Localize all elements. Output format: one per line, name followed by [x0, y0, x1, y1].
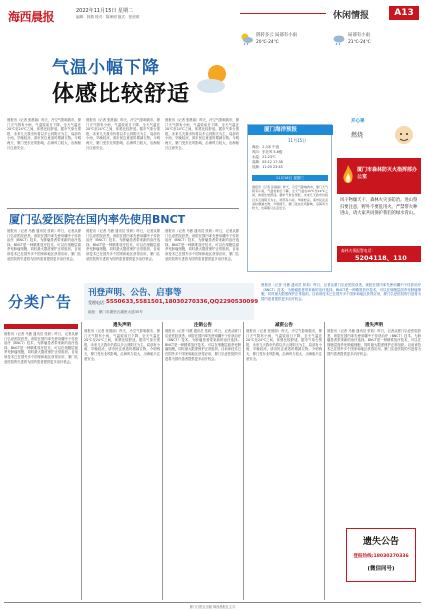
- fire-text: 风干物燥天干，森林火灾多防治。进山祭扫要注意，野外不要乱用火。严禁带火种进山，请大家共同保护我们的绿水青山。: [340, 198, 418, 217]
- classified-sub-title: 刊登声明、公告、启事等: [88, 288, 182, 298]
- ad-col-title: 遗失声明: [365, 323, 383, 328]
- ad-col-left-text: 晨报讯（记者 马薇 通讯员 张莉）昨日，记者从厦门弘爱医院获悉，该院在国内率先使用硼中子俘获治疗（BNCT）技术，为肿瘤患者带来新的治疗选择。BNCT是一种精准放疗技术，可以在细胞层面杀死肿瘤细胞，同时最大限度保护正常组织。目前该技术已在国外多个国家和地区获得应用，厦门弘爱医院的引进将为国内患者提供更多治疗机会。: [4, 332, 78, 364]
- forecast-title: 厦门海洋预报: [264, 127, 298, 133]
- forecast-row: 高潮：05:12 17:38: [252, 160, 283, 164]
- hotline-bar: [337, 246, 421, 262]
- classified-info: [84, 283, 259, 320]
- section-title: 休闲情报: [333, 11, 370, 21]
- masthead: [0, 0, 425, 26]
- right-panel: [337, 118, 421, 263]
- forecast-row: 风向：东北风 5-6级: [252, 150, 283, 154]
- col-divider: [243, 322, 244, 600]
- ad-col-title: 注销公告: [194, 323, 212, 328]
- masthead-rule: [240, 13, 326, 14]
- classified-phones: 5550633,5581501,18030270336,QQ2290530099: [106, 299, 259, 305]
- fire-prevention-banner: [337, 158, 421, 194]
- paper-logo: 海西晨报: [8, 10, 55, 24]
- classified-top-right-ad: 晨报讯（记者 马薇 通讯员 张莉）昨日，记者从厦门弘爱医院获悉，该院在国内率先使用硼中子俘获治疗（BNCT）技术，为肿瘤患者带来新的治疗选择。BNCT是一种精准放疗技术，可以在细胞层面杀死肿瘤细胞，同时最大限度保护正常组织。目前该技术已在国外多个国家和地区获得应用，厦门弘爱医院的引进将为国内患者提供更多治疗机会。: [261, 283, 421, 302]
- ad-column-4: [327, 322, 421, 522]
- forecast-row: 水温：22-23℃: [252, 155, 276, 159]
- ad-col-text: 晨报讯（记者 张晨丽）昨天，冷空气影响我市，厦门天气阴有小雨，气温较前日下降，全天气温在20℃至24℃之间，体感比较舒适。据市气象台预报，未来几天我市仍将以多云到阴天为主，局部有小雨，早晚较凉，请市民注意适时增减衣物。今明两天，厦门受东北风影响，沿海风力较大，出海船只注意安全。: [246, 329, 322, 361]
- weather-desc-1: 阴转多云 局部有小雨: [256, 33, 297, 38]
- page-number-badge: [389, 6, 419, 20]
- ad-col-text: 晨报讯（记者 张晨丽）昨天，冷空气影响我市，厦门天气阴有小雨，气温较前日下降，全天气温在20℃至24℃之间，体感比较舒适。据市气象台预报，未来几天我市仍将以多云到阴天为主，局部有小雨，早晚较凉，请市民注意适时增减衣物。今明两天，厦门受东北风影响，沿海风力较大，出海船只注意安全。: [84, 329, 160, 361]
- forecast-date-2: 11月16日 星期三: [275, 176, 305, 180]
- forecast-row: 海浪：2-3米 中浪: [252, 145, 279, 149]
- classified-header: [4, 283, 421, 320]
- weather-item-1: [240, 30, 328, 50]
- forecast-header: [248, 125, 333, 135]
- lost-notice-ad: [346, 528, 416, 582]
- classified-phone-label: 受理电话：: [88, 300, 108, 305]
- page-number: A13: [394, 8, 414, 18]
- ocean-forecast-box: [247, 124, 332, 272]
- footer-text: 厦门日报社出版 海西晨报社主办: [189, 605, 236, 609]
- ad-column-1: [84, 322, 160, 602]
- story2-body-col-3: 晨报讯（记者 马薇 通讯员 张莉）昨日，记者从厦门弘爱医院获悉，该院在国内率先使用硼中子俘获治疗（BNCT）技术，为肿瘤患者带来新的治疗选择。BNCT是一种精准放疗技术，可以在细胞层面杀死肿瘤细胞，同时最大限度保护正常组织。目前该技术已在国外多个国家和地区获得应用，厦门弘爱医院的引进将为国内患者提供更多治疗机会。: [165, 229, 239, 261]
- weather-desc-2: 局部有小雨: [348, 33, 370, 38]
- story1-headline-1: 气温小幅下降: [52, 58, 160, 78]
- flame-icon: [341, 164, 355, 186]
- weather-temp-1: 20℃-24℃: [256, 40, 279, 45]
- lost-notice-note: (微信同号): [367, 566, 395, 572]
- cloud-rain-icon: [332, 32, 346, 46]
- ad-col-text: 晨报讯（记者 马薇 通讯员 张莉）昨日，记者从厦门弘爱医院获悉，该院在国内率先使用硼中子俘获治疗（BNCT）技术，为肿瘤患者带来新的治疗选择。BNCT是一种精准放疗技术，可以在细胞层面杀死肿瘤细胞，同时最大限度保护正常组织。目前该技术已在国外多个国家和地区获得应用，厦门弘爱医院的引进将为国内患者提供更多治疗机会。: [327, 329, 421, 356]
- hotline-number: 5204118、110: [355, 254, 407, 262]
- story1-body-col-1: 晨报讯（记者 张晨丽）昨天，冷空气影响我市，厦门天气阴有小雨，气温较前日下降，全天气温在20℃至24℃之间，体感比较舒适。据市气象台预报，未来几天我市仍将以多云到阴天为主，局部有小雨，早晚较凉，请市民注意适时增减衣物。今明两天，厦门受东北风影响，沿海风力较大，出海船只注意安全。: [7, 118, 81, 150]
- forecast-date-2-bar: [252, 175, 328, 181]
- forecast-row: 低潮：11:20 23:45: [252, 165, 283, 169]
- ad-col-text: 晨报讯（记者 马薇 通讯员 张莉）昨日，记者从厦门弘爱医院获悉，该院在国内率先使用硼中子俘获治疗（BNCT）技术，为肿瘤患者带来新的治疗选择。BNCT是一种精准放疗技术，可以在细胞层面杀死肿瘤细胞，同时最大限度保护正常组织。目前该技术已在国外多个国家和地区获得应用，厦门弘爱医院的引进将为国内患者提供更多治疗机会。: [165, 329, 241, 361]
- story1-body-col-2: 晨报讯（记者 张晨丽）昨天，冷空气影响我市，厦门天气阴有小雨，气温较前日下降，全天气温在20℃至24℃之间，体感比较舒适。据市气象台预报，未来几天我市仍将以多云到阴天为主，局部有小雨，早晚较凉，请市民注意适时增减衣物。今明两天，厦门受东北风影响，沿海风力较大，出海船只注意安全。: [86, 118, 160, 150]
- ad-column-3: [246, 322, 322, 602]
- classified-title: 分类广告: [8, 293, 73, 311]
- story2-headline: 厦门弘爱医院在国内率先使用BNCT: [9, 213, 186, 226]
- story2-body-col-2: 晨报讯（记者 马薇 通讯员 张莉）昨日，记者从厦门弘爱医院获悉，该院在国内率先使用硼中子俘获治疗（BNCT）技术，为肿瘤患者带来新的治疗选择。BNCT是一种精准放疗技术，可以在细胞层面杀死肿瘤细胞，同时最大限度保护正常组织。目前该技术已在国外多个国家和地区获得应用，厦门弘爱医院的引进将为国内患者提供更多治疗机会。: [86, 229, 160, 261]
- weather-temp-2: 21℃-24℃: [348, 40, 371, 45]
- story2-rule: [7, 208, 239, 209]
- fire-title: 厦门市森林防灭火指挥部办公室: [357, 167, 418, 180]
- lost-notice-phone: 登报热线:18030270336: [353, 554, 409, 559]
- col-divider: [81, 322, 82, 600]
- ad-col-title: 减资公告: [275, 323, 293, 328]
- lost-notice-title: 遗失公告: [362, 537, 399, 547]
- weather-strip: [240, 30, 420, 50]
- col-divider: [324, 322, 325, 600]
- right-sub: 燃烧: [351, 132, 364, 139]
- weather-item-2: [332, 30, 420, 50]
- cloud-rain-icon: [240, 32, 254, 46]
- forecast-date: 11月15日: [288, 138, 307, 143]
- ad-col-title: 遗失声明: [113, 323, 131, 328]
- classified-address: 地址：厦门市湖里区湖里大道35号: [88, 310, 143, 314]
- cartoon-illustration: [389, 123, 419, 153]
- story2-body-col-1: 晨报讯（记者 马薇 通讯员 张莉）昨日，记者从厦门弘爱医院获悉，该院在国内率先使用硼中子俘获治疗（BNCT）技术，为肿瘤患者带来新的治疗选择。BNCT是一种精准放疗技术，可以在细胞层面杀死肿瘤细胞，同时最大限度保护正常组织。目前该技术已在国外多个国家和地区获得应用，厦门弘爱医院的引进将为国内患者提供更多治疗机会。: [7, 229, 81, 261]
- date-line: 2022年11月15日 星期二: [76, 8, 134, 14]
- hotline-label: 森林火情报警电话：: [341, 247, 376, 253]
- story1-headline-2: 体感比较舒适: [52, 82, 191, 107]
- ad-col-left-label-bar: [4, 324, 78, 329]
- col-divider: [162, 322, 163, 600]
- forecast-rows: [252, 145, 330, 170]
- right-heading: 开心果: [351, 119, 365, 124]
- ad-column-left: [4, 322, 78, 602]
- footer-rule: [4, 602, 421, 603]
- weather-illustration: [193, 60, 233, 100]
- editor-line: 编辑：林燕 校对：陈理明 版式：张欣琪: [76, 15, 140, 19]
- story1-body-col-3: 晨报讯（记者 张晨丽）昨天，冷空气影响我市，厦门天气阴有小雨，气温较前日下降，全天气温在20℃至24℃之间，体感比较舒适。据市气象台预报，未来几天我市仍将以多云到阴天为主，局部有小雨，早晚较凉，请市民注意适时增减衣物。今明两天，厦门受东北风影响，沿海风力较大，出海船只注意安全。: [165, 118, 239, 150]
- forecast-details: 晨报讯（记者 张晨丽）昨天，冷空气影响我市，厦门天气阴有小雨，气温较前日下降，全天气温在20℃至24℃之间，体感比较舒适。据市气象台预报，未来几天我市仍将以多云到阴天为主，局部有小雨，早晚较凉，请市民注意适时增减衣物。今明两天，厦门受东北风影响，沿海风力较大，出海船只注意安全。: [252, 185, 328, 211]
- ad-column-2: [165, 322, 241, 602]
